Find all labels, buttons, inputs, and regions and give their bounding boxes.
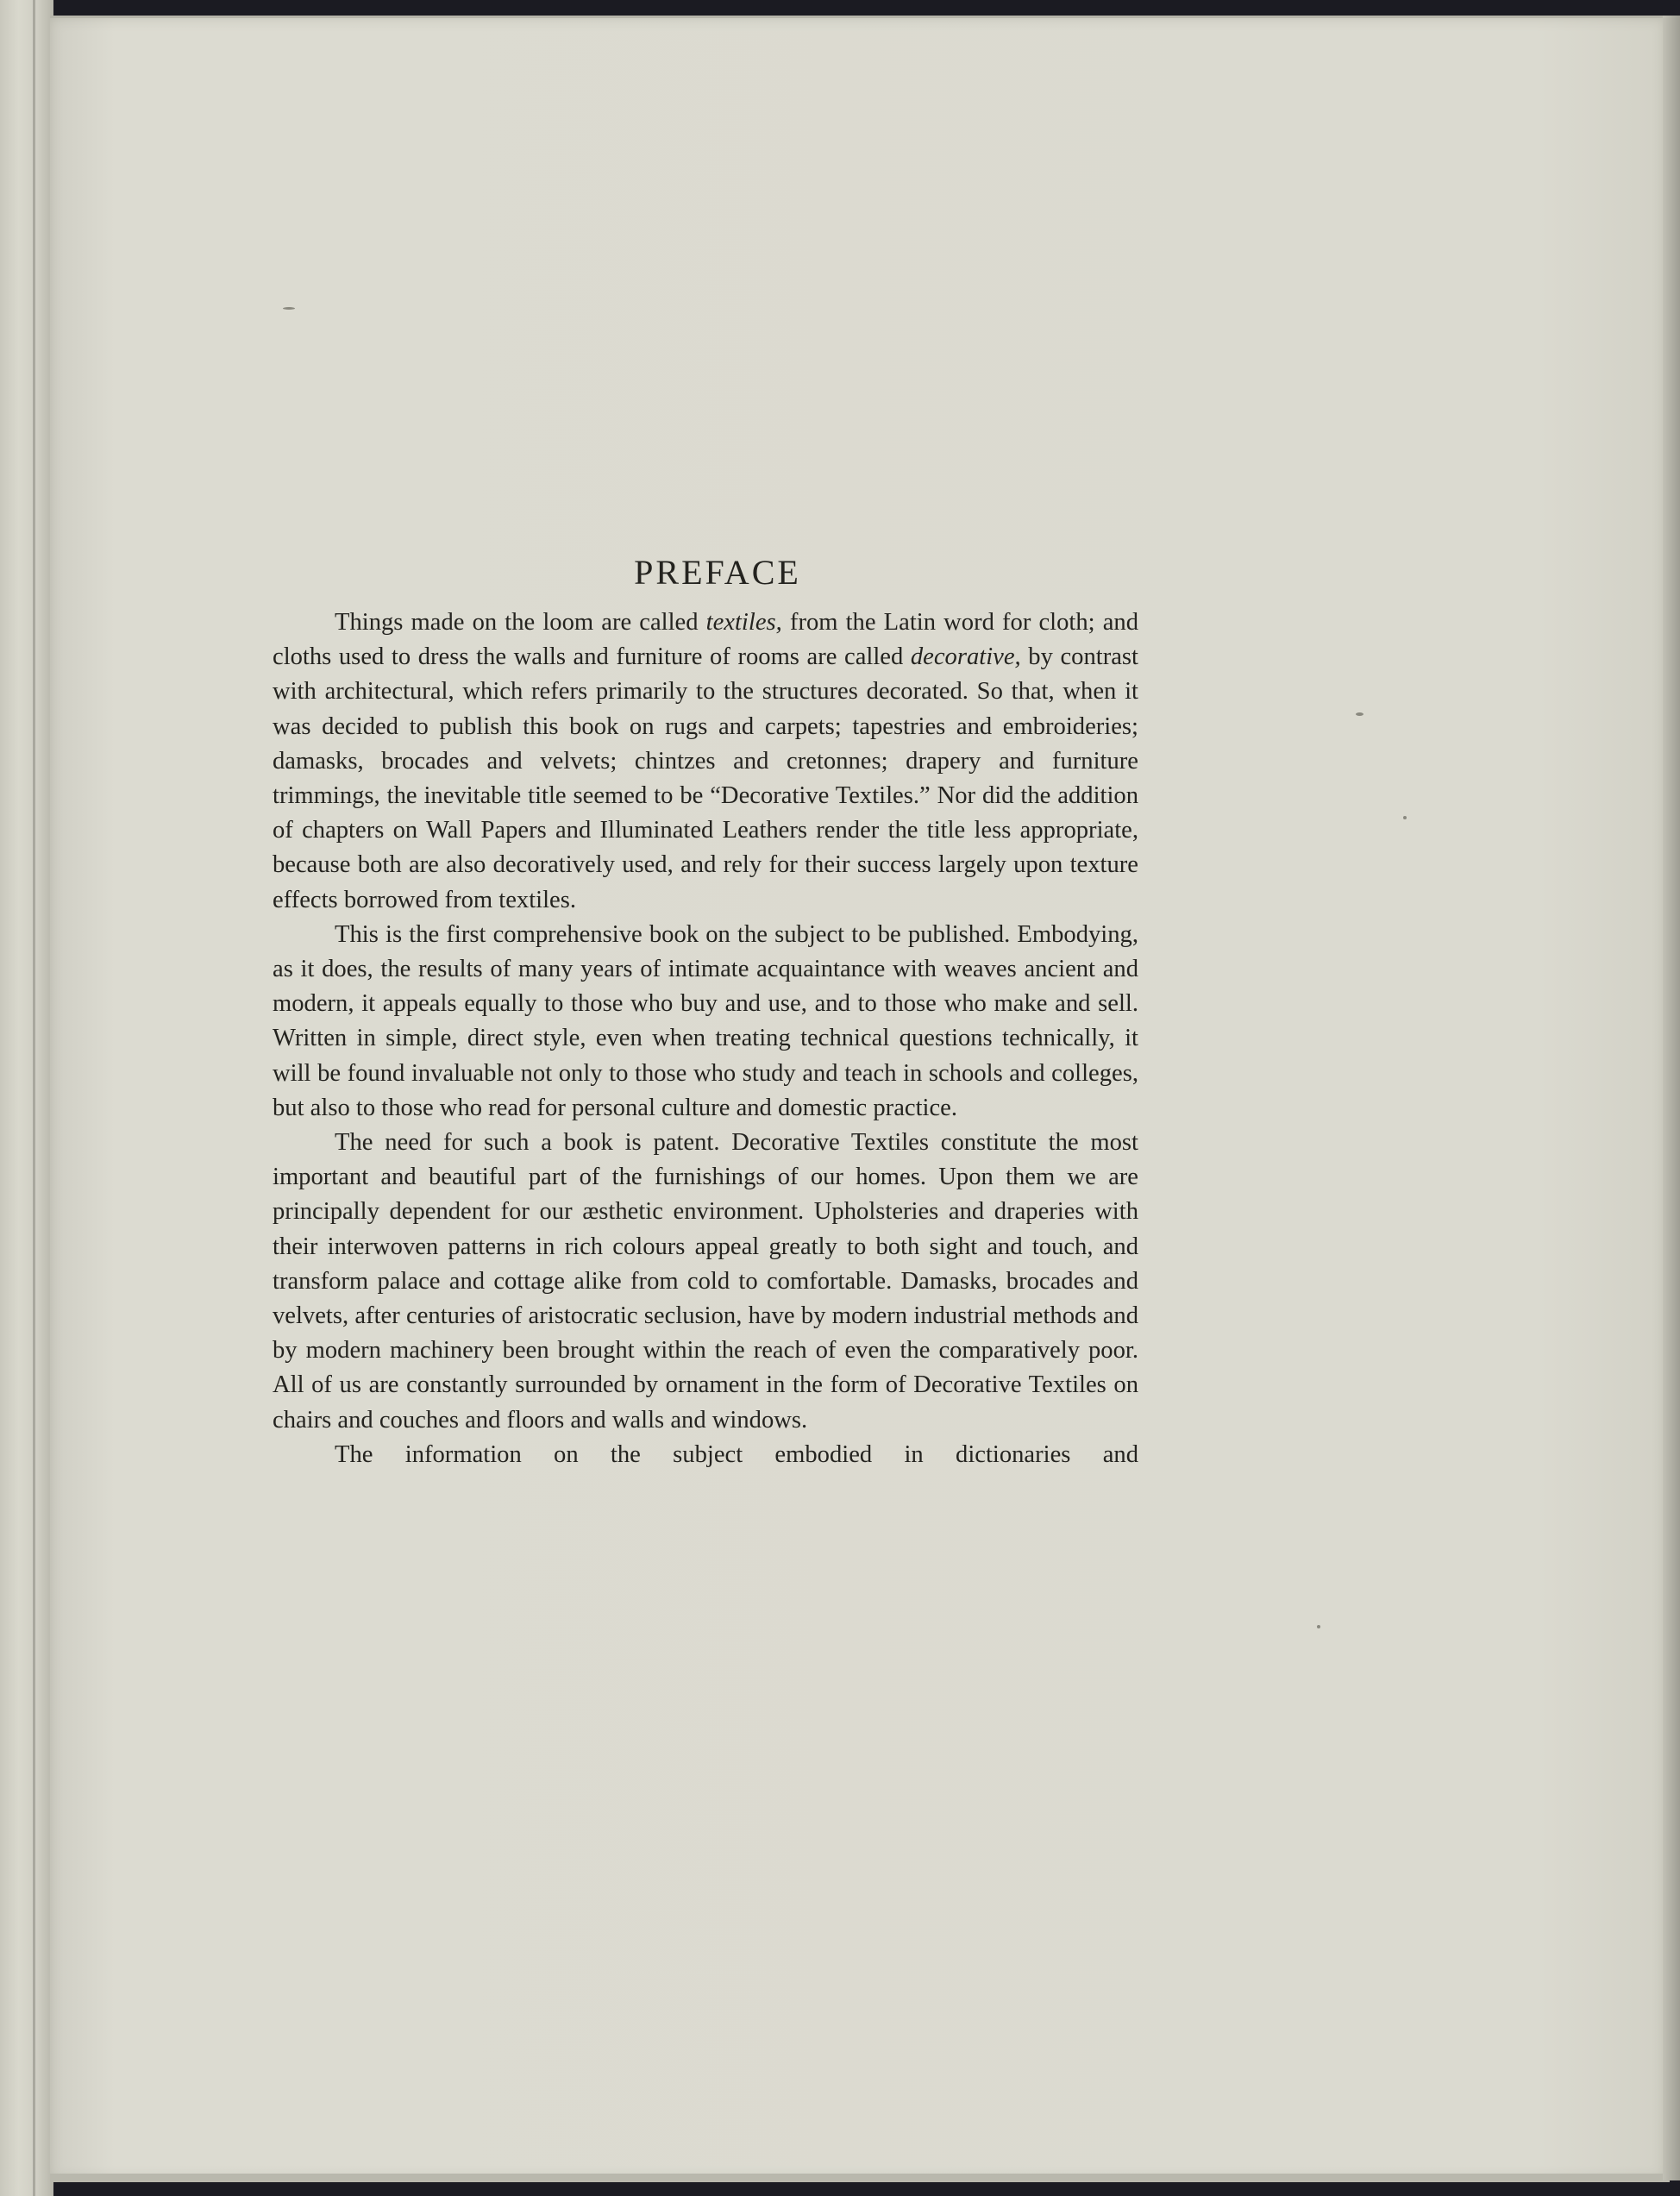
preface-paragraph xyxy=(273,605,1138,918)
preface-paragraph xyxy=(273,918,1138,1126)
page-bottom-edge xyxy=(50,2174,1670,2182)
paper-speck xyxy=(283,307,295,310)
previous-page-edge xyxy=(0,0,53,2196)
paper-speck xyxy=(1317,1625,1320,1628)
paragraph-text: from the Latin word for cloth; and cloths used to dress the walls and furniture of rooms are called xyxy=(273,609,1138,671)
preface-paragraph xyxy=(273,1126,1138,1438)
preface-text-block xyxy=(273,552,1138,1472)
paragraph-text: Things made on the loom are called xyxy=(335,609,706,636)
paragraph-text: by contrast with architectural, which refers primarily to the structures decorated. So that, when it was decided to publish this book on rugs and carpets; tapestries and embroideries; damasks, brocades and velvets; chintzes and cretonnes; drapery and furniture trimmings, the inevitable title seemed to be “Decorative Textiles.” Nor did the addition of chapters on Wall Papers and Illuminated Leathers render the title less appropriate, because both are also decoratively used, and rely for their success largely upon texture effects borrowed from textiles. xyxy=(273,643,1138,913)
paper-speck xyxy=(1403,816,1407,819)
paper-speck xyxy=(1356,712,1363,716)
paragraph-text: The information on the subject embodied in dictionaries and xyxy=(335,1440,1138,1468)
paragraph-text: This is the first comprehensive book on the subject to be published. Embodying, as it does, the results of many years of intimate acquaintance with weaves ancient and modern, it appeals equally to those who buy and use, and to those who make and sell. Written in simple, direct style, even when treating technical questions technically, it will be found invaluable not only to those who study and teach in schools and colleges, but also to those who read for personal culture and domestic practice. xyxy=(273,920,1138,1121)
page-right-edge xyxy=(1663,16,1680,2180)
italic-term: textiles, xyxy=(705,609,782,636)
italic-term: decorative, xyxy=(910,643,1021,671)
page-crease xyxy=(33,0,35,2196)
preface-paragraph xyxy=(273,1438,1138,1472)
paragraph-text: The need for such a book is patent. Decorative Textiles constitute the most important and beautiful part of the furnishings of our homes. Upon them we are principally dependent for our æsthetic environment. Upholsteries and draperies with their interwoven patterns in rich colours appeal greatly to both sight and touch, and transform palace and cottage alike from cold to comfortable. Damasks, brocades and velvets, after centuries of aristocratic seclusion, have by modern industrial methods and by modern machinery been brought within the reach of even the comparatively poor. All of us are constantly surrounded by ornament in the form of Decorative Textiles on chairs and couches and floors and walls and windows. xyxy=(273,1129,1138,1434)
preface-body xyxy=(273,605,1138,1472)
page-title: PREFACE xyxy=(634,553,801,592)
